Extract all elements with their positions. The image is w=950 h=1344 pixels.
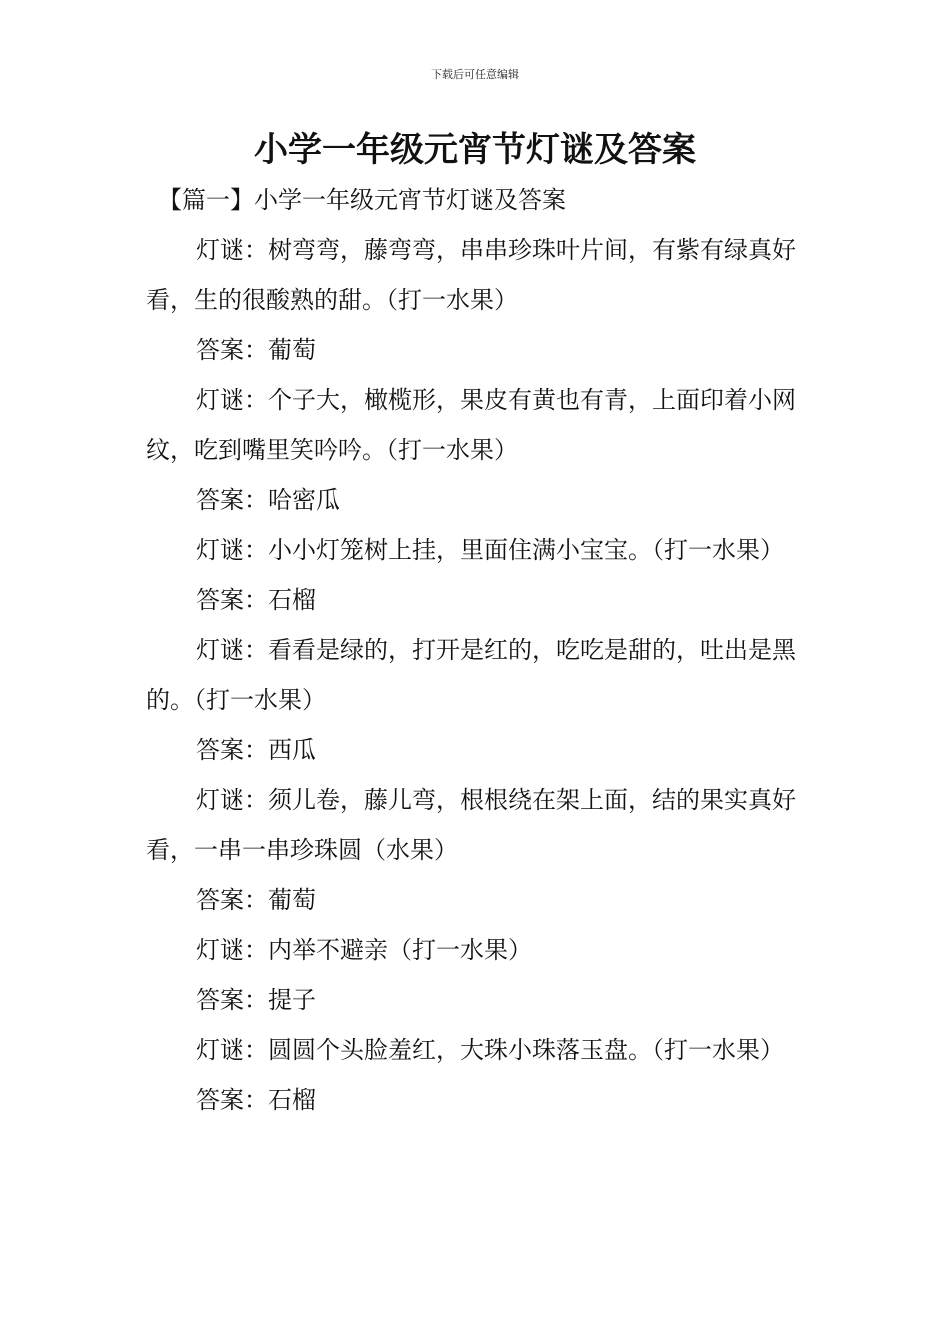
answer-paragraph: 答案：石榴 [196, 586, 316, 614]
riddle-paragraph: 灯谜：树弯弯，藤弯弯，串串珍珠叶片间，有紫有绿真好看，生的很酸熟的甜。（打一水果） [146, 236, 796, 314]
answer-paragraph: 答案：石榴 [196, 1086, 316, 1114]
riddle-paragraph: 灯谜：须儿卷，藤儿弯，根根绕在架上面，结的果实真好看，一串一串珍珠圆（水果） [146, 786, 796, 864]
riddle-paragraph: 灯谜：看看是绿的，打开是红的，吃吃是甜的，吐出是黑的。（打一水果） [146, 636, 796, 714]
answer-paragraph: 答案：提子 [196, 986, 316, 1014]
riddle-paragraph: 灯谜：内举不避亲（打一水果） [196, 936, 532, 964]
riddle-paragraph: 灯谜：小小灯笼树上挂，里面住满小宝宝。（打一水果） [196, 536, 784, 564]
document-body [146, 175, 806, 1125]
riddle-paragraph: 灯谜：圆圆个头脸羞红，大珠小珠落玉盘。（打一水果） [196, 1036, 784, 1064]
answer-paragraph: 答案：哈密瓜 [196, 486, 340, 514]
page-title: 小学一年级元宵节灯谜及答案 [254, 130, 696, 170]
answer-paragraph: 答案：葡萄 [196, 886, 316, 914]
answer-paragraph: 答案：葡萄 [196, 336, 316, 364]
header-note: 下载后可任意编辑 [431, 68, 519, 81]
answer-paragraph: 答案：西瓜 [196, 736, 316, 764]
section-heading: 【篇一】小学一年级元宵节灯谜及答案 [158, 186, 566, 214]
riddle-paragraph: 灯谜：个子大，橄榄形，果皮有黄也有青，上面印着小网纹，吃到嘴里笑吟吟。（打一水果） [146, 386, 796, 464]
